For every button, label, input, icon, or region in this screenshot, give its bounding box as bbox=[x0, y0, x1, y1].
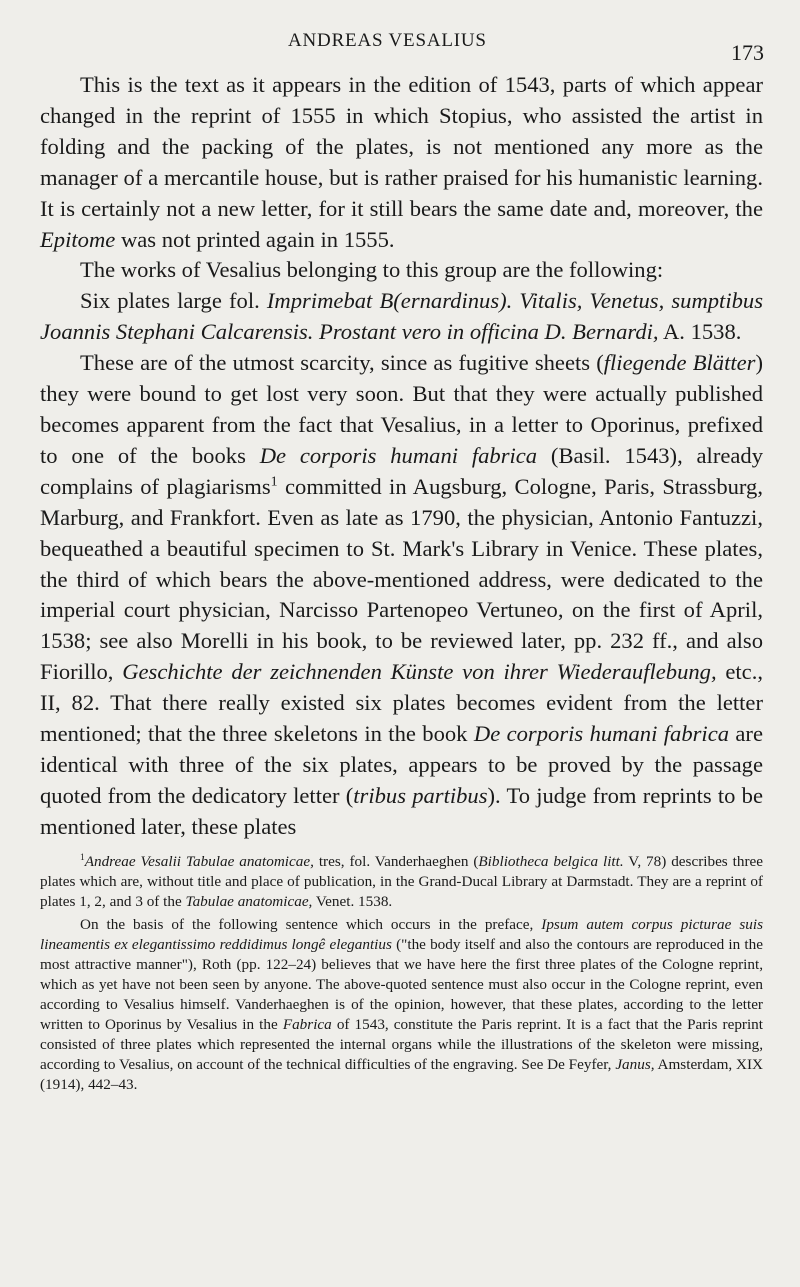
running-title: ANDREAS VESALIUS bbox=[288, 30, 487, 51]
paragraph-4: These are of the utmost scarcity, since as fugitive sheets (fliegende Blätter) they were bound to get lost very soon. But that they were actually published becomes apparent from the fact that Vesalius, in a letter to Oporinus, prefixed to one of the books De corporis humani fabrica (Basil. 1543), already complains of plagiarisms$^1$ committed in Augsburg, Cologne, Paris, Strassburg, Marburg, and Frankfort. Even as late as 1790, the physician, Antonio Fantuzzi, bequeathed a beautiful specimen to St. Mark's Library in Venice. These plates, the third of which bears the above-mentioned address, were dedicated to the imperial court physician, Narcisso Partenopeo Vertuneo, on the first of April, 1538; see also Morelli in his book, to be reviewed later, pp. 232 ff., and also Fiorillo, Geschichte der zeichnenden Künste von ihrer Wiederauflebung, etc., II, 82. That there really existed six plates becomes evident from the letter mentioned; that the three skeletons in the book De corporis humani fabrica are identical with three of the six plates, appears to be proved by the passage quoted from the dedicatory letter (tribus partibus). To judge from reprints to be mentioned later, these plates bbox=[40, 350, 764, 839]
paragraph-1: This is the text as it appears in the edition of 1543, parts of which appear changed in the reprint of 1555 in which Stopius, who assisted the artist in folding and the packing of the plates, is not mentioned any more as the manager of a mercantile house, but is rather praised for his humanistic learning. It is certainly not a new letter, for it still bears the same date and, moreover, the Epitome was not printed again in 1555. bbox=[40, 72, 763, 252]
footnote-number: 1 bbox=[80, 852, 85, 863]
footnote-2: On the basis of the following sentence which occurs in the preface, Ipsum autem corpus picturae suis lineamentis ex elegantissimo reddidimus longê elegantius ("the body itself and also the contours are reproduced in the most attractive manner"), Roth (pp. 122–24) believes that we have here the first three plates of the Cologne reprint, which as yet have not been seen by anyone. The above-quoted sentence must also occur in the Cologne reprint, even according to Vesalius himself. Vanderhaeghen is of the opinion, however, that these plates, according to the letter written to Oporinus by Vesalius in the Fabrica of 1543, constitute the Paris reprint. It is a fact that the Paris reprint consisted of three plates which represented the internal organs while the illustrations of the skeleton were missing, according to Vesalius, on account of the technical difficulties of the engraving. See De Feyfer, Janus, Amsterdam, XIX (1914), 442–43. bbox=[40, 916, 764, 1093]
main-text bbox=[40, 70, 763, 843]
footnote-marker: 1 bbox=[270, 474, 278, 490]
footnote-1: $^1$Andreae Vesalii Tabulae anatomicae, tres, fol. Vanderhaeghen (Bibliotheca belgica litt. V, 78) describes three plates which are, without title and place of publication, in the Grand-Ducal Library at Darmstadt. They are a reprint of plates 1, 2, and 3 of the Tabulae anatomicae, Venet. 1538. bbox=[40, 852, 763, 910]
page-header bbox=[0, 26, 800, 65]
paragraph-3: Six plates large fol. Imprimebat B(ernardinus). Vitalis, Venetus, sumptibus Joannis Stephani Calcarensis. Prostant vero in officina D. Bernardi, A. 1538. bbox=[40, 288, 763, 345]
paragraph-2: The works of Vesalius belonging to this group are the following: bbox=[80, 257, 664, 283]
page-number: 173 bbox=[731, 40, 764, 65]
footnotes bbox=[40, 852, 763, 1095]
